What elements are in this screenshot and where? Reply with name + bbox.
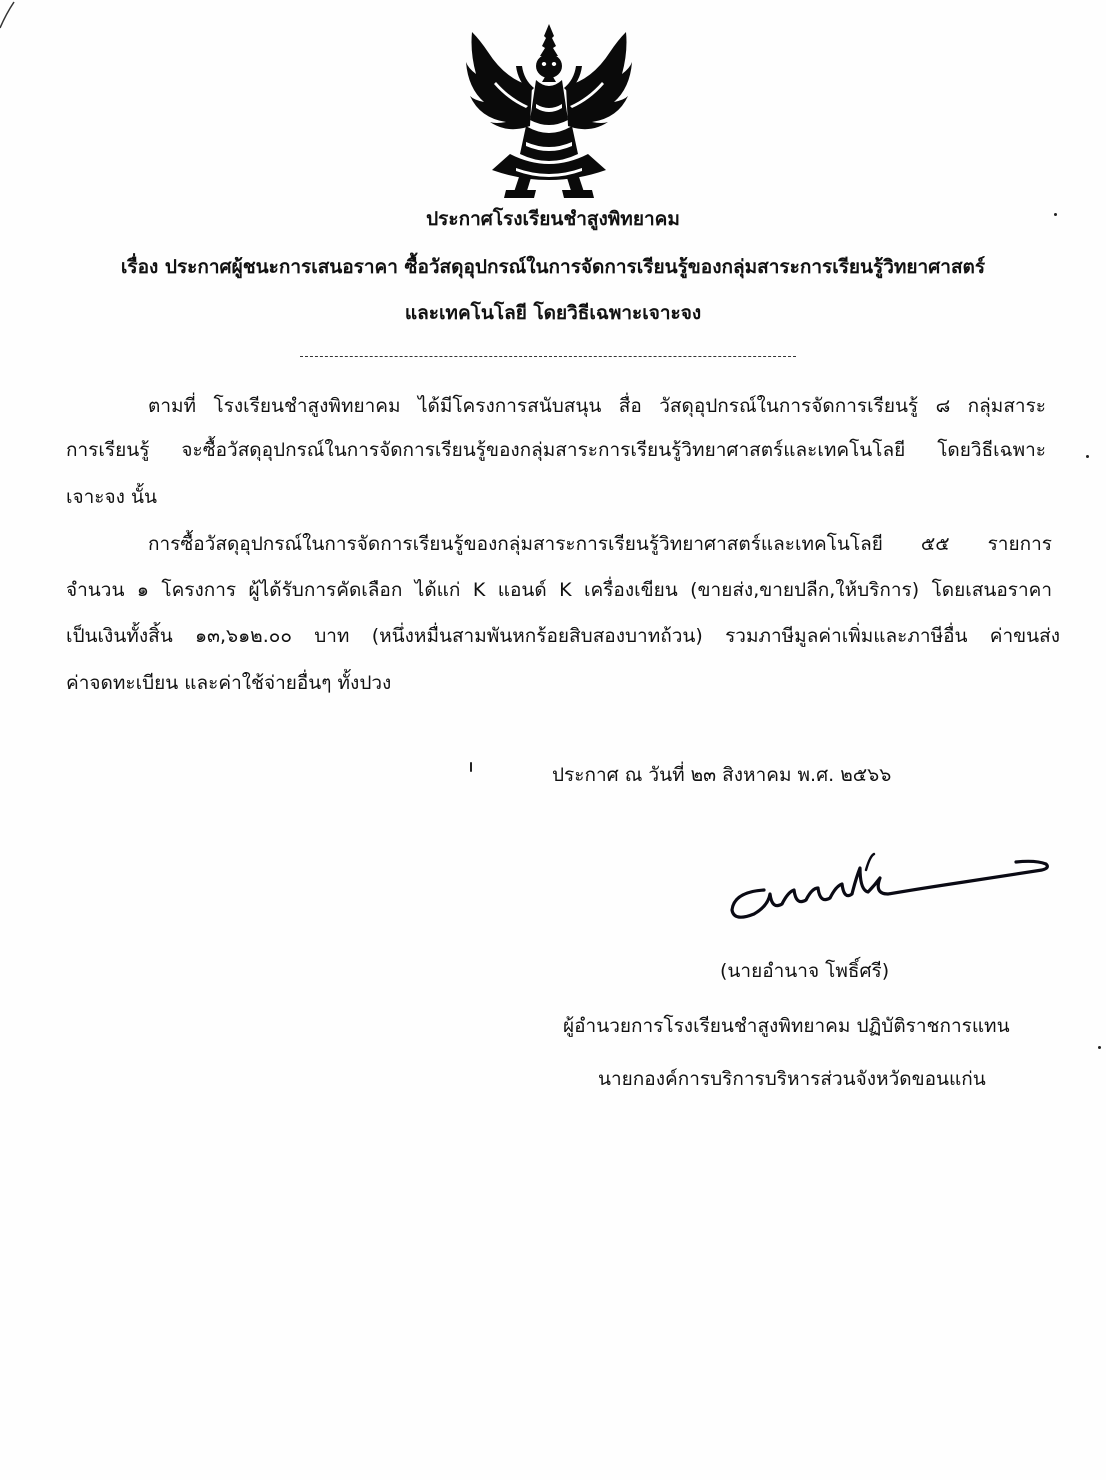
garuda-emblem-icon [466, 22, 632, 198]
subject-line-2: และเทคโนโลยี โดยวิธีเฉพาะเจาะจง [404, 302, 702, 324]
signer-position-1: ผู้อำนวยการโรงเรียนชำสูงพิทยาคม ปฏิบัติราชการแทน [563, 1015, 1010, 1037]
subject-line-1: เรื่อง ประกาศผู้ชนะการเสนอราคา ซื้อวัสดุอุปกรณ์ในการจัดการเรียนรู้ของกลุ่มสาระการเรียนรู้วิทยาศาสตร์ [120, 256, 986, 278]
paragraph-2-line-4: ค่าจดทะเบียน และค่าใช้จ่ายอื่นๆ ทั้งปวง [66, 672, 392, 694]
paragraph-1-line-1: ตามที่ โรงเรียนชำสูงพิทยาคม ได้มีโครงการสนับสนุน สื่อ วัสดุอุปกรณ์ในการจัดการเรียนรู้ ๘ กลุ่มสาระ [148, 395, 1046, 417]
header-divider [300, 356, 796, 357]
paragraph-2-line-2: จำนวน ๑ โครงการ ผู้ได้รับการคัดเลือก ได้แก่ K แอนด์ K เครื่องเขียน (ขายส่ง,ขายปลีก,ให้บริการ) โดยเสนอราคา [66, 579, 1052, 601]
scan-speck [1098, 1046, 1101, 1049]
page-edge-mark [0, 0, 60, 30]
signer-name: (นายอำนาจ โพธิ์ศรี) [720, 960, 890, 982]
scan-speck [1054, 213, 1057, 216]
signer-position-2: นายกองค์การบริการบริหารส่วนจังหวัดขอนแก่น [598, 1068, 986, 1090]
scan-speck [470, 762, 472, 772]
paragraph-2-line-3: เป็นเงินทั้งสิ้น ๑๓,๖๑๒.๐๐ บาท (หนึ่งหมื่นสามพันหกร้อยสิบสองบาทถ้วน) รวมภาษีมูลค่าเพิ่มและภาษีอื่น ค่าขนส่ง [66, 625, 1060, 647]
announce-date: ประกาศ ณ วันที่ ๒๓ สิงหาคม พ.ศ. ๒๕๖๖ [552, 764, 892, 786]
scan-speck [1086, 455, 1089, 458]
announcement-title: ประกาศโรงเรียนชำสูงพิทยาคม [426, 208, 680, 230]
paragraph-1-line-2: การเรียนรู้ จะซื้อวัสดุอุปกรณ์ในการจัดการเรียนรู้ของกลุ่มสาระการเรียนรู้วิทยาศาสตร์และเทคโนโลยี โดยวิธีเฉพาะ [66, 439, 1046, 461]
handwritten-signature [724, 848, 1054, 928]
paragraph-2-line-1: การซื้อวัสดุอุปกรณ์ในการจัดการเรียนรู้ของกลุ่มสาระการเรียนรู้วิทยาศาสตร์และเทคโนโลยี ๕๕ รายการ [148, 533, 1052, 555]
paragraph-1-line-3: เจาะจง นั้น [66, 486, 157, 508]
